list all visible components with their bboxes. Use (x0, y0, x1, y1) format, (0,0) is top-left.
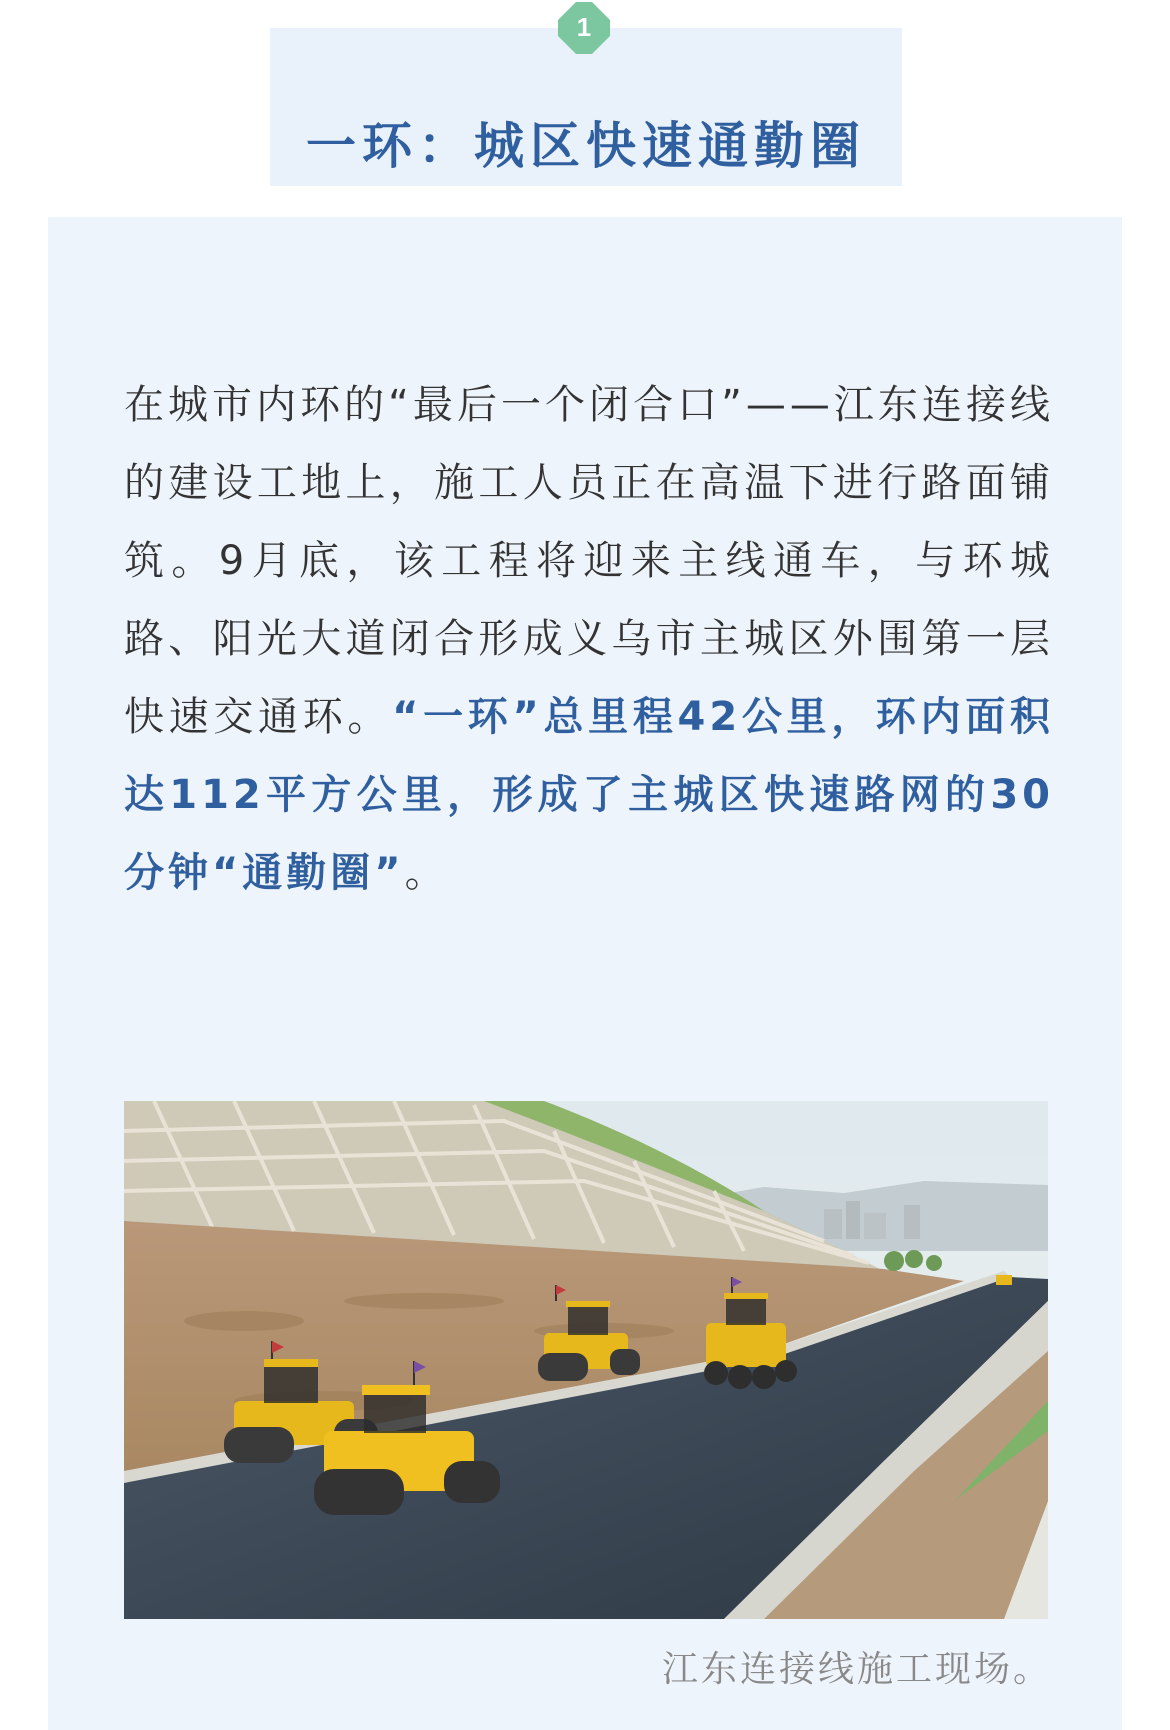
construction-photo (124, 1101, 1048, 1619)
road-construction-illustration (124, 1101, 1048, 1619)
article-panel (48, 217, 1122, 1730)
paragraph-end: 。 (404, 850, 449, 896)
section-title: 一环：城区快速通勤圈 (306, 117, 866, 175)
article-paragraph (124, 366, 1054, 912)
paragraph-highlight: “一环”总里程42公里，环内面积达112平方公里，形成了主城区快速路网的30分钟“通勤圈” (124, 694, 1054, 896)
paragraph-text: 在城市内环的“最后一个闭合口”——江东连接线的建设工地上，施工人员正在高温下进行路面铺筑。9月底，该工程将迎来主线通车，与环城路、阳光大道闭合形成义乌市主城区外围第一层快速交通环。 (124, 382, 1054, 740)
photo-caption: 江东连接线施工现场。 (661, 1649, 1052, 1690)
section-number-badge (556, 0, 612, 56)
section-number: 1 (576, 12, 592, 42)
